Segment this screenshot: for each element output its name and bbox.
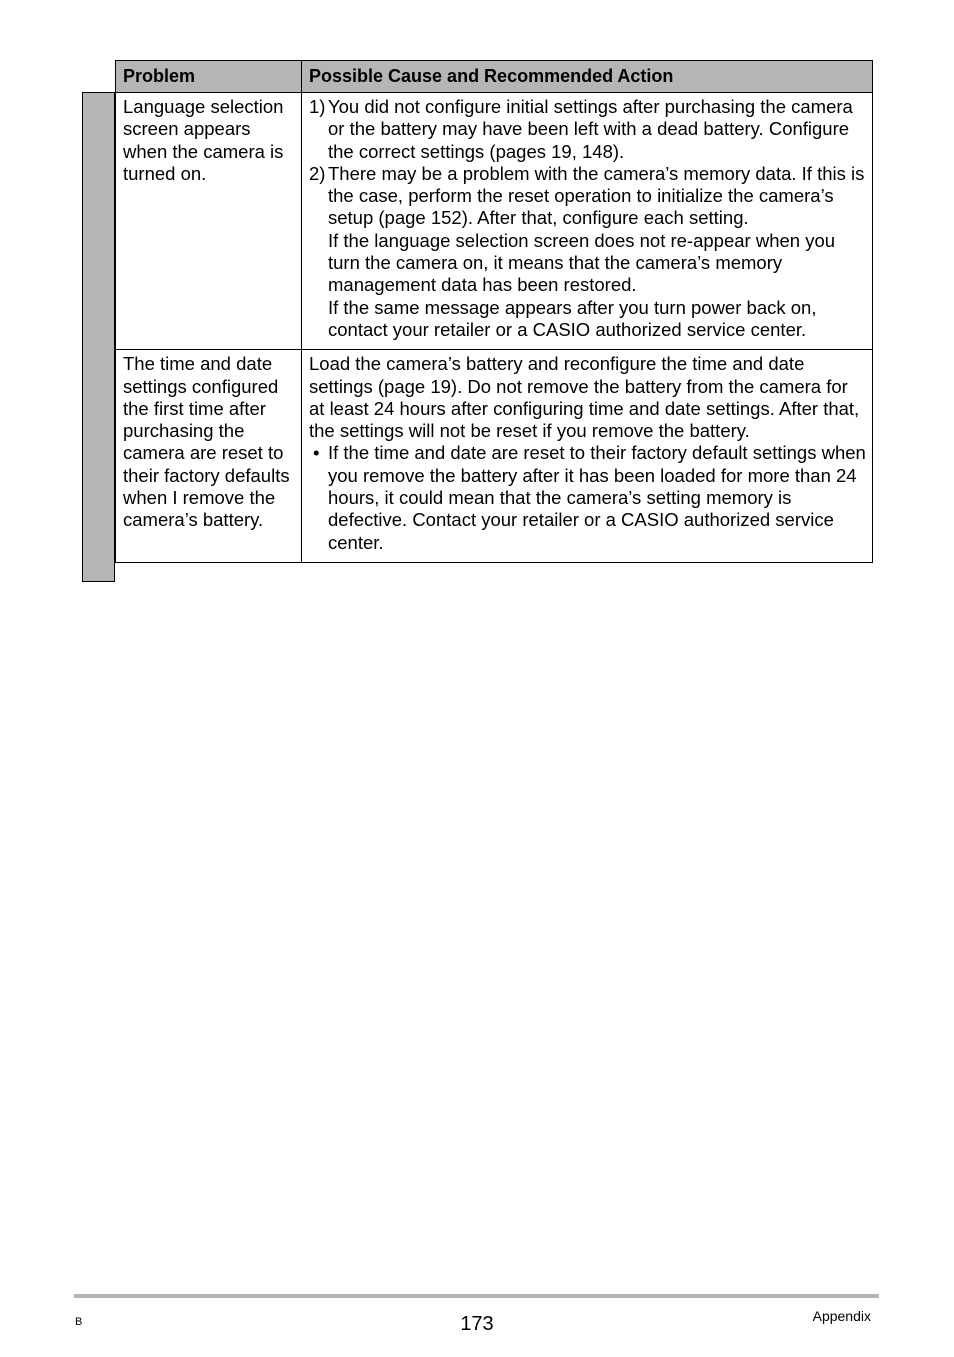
table-row <box>116 350 873 563</box>
section-side-tab <box>82 92 115 582</box>
cause-lead-text: Load the camera’s battery and reconfigure the time and date settings (page 19). Do not remove the battery from the camera for at least 24 hours after configuring time and date settings. After that, the settings will not be reset if you remove the battery. <box>309 353 860 442</box>
footer-language-code: B <box>75 1316 83 1328</box>
continuation-paragraph <box>309 297 868 342</box>
bullet-marker: • <box>313 442 320 464</box>
numbered-item <box>309 96 868 163</box>
numbered-item <box>309 163 868 230</box>
troubleshooting-table <box>115 60 873 563</box>
cause-cell <box>302 93 873 350</box>
page-number: 173 <box>460 1313 494 1335</box>
item-text: You did not configure initial settings after purchasing the camera or the battery may have been left with a dead battery. Configure the correct settings (pages 19, 148). <box>328 96 853 162</box>
bullet-item <box>309 442 868 553</box>
table-row <box>116 93 873 350</box>
problem-cell: The time and date settings configured the first time after purchasing the camera are reset to their factory defaults when I remove the camera’s battery. <box>116 350 302 563</box>
cause-cell <box>302 350 873 563</box>
footer-rule <box>74 1294 879 1298</box>
header-problem: Problem <box>116 61 302 93</box>
item-text: If the same message appears after you turn power back on, contact your retailer or a CASIO authorized service center. <box>328 296 817 340</box>
item-marker: 1) <box>309 96 326 117</box>
header-cause-action: Possible Cause and Recommended Action <box>302 61 873 93</box>
item-text: If the time and date are reset to their factory default settings when you remove the battery after it has been loaded for more than 24 hours, it could mean that the camera’s setting memory is defective. Contact your retailer or a CASIO authorized service center. <box>328 442 866 553</box>
item-text: There may be a problem with the camera’s memory data. If this is the case, perform the reset operation to initialize the camera’s setup (page 152). After that, configure each setting. <box>328 162 865 229</box>
item-marker: 2) <box>309 162 326 184</box>
item-text: If the language selection screen does not re-appear when you turn the camera on, it means that the camera’s memory management data has been restored. <box>328 229 836 296</box>
problem-cell: Language selection screen appears when the camera is turned on. <box>116 93 302 350</box>
table-header-row <box>116 61 873 93</box>
continuation-paragraph <box>309 230 868 297</box>
footer-section-label: Appendix <box>812 1308 871 1324</box>
